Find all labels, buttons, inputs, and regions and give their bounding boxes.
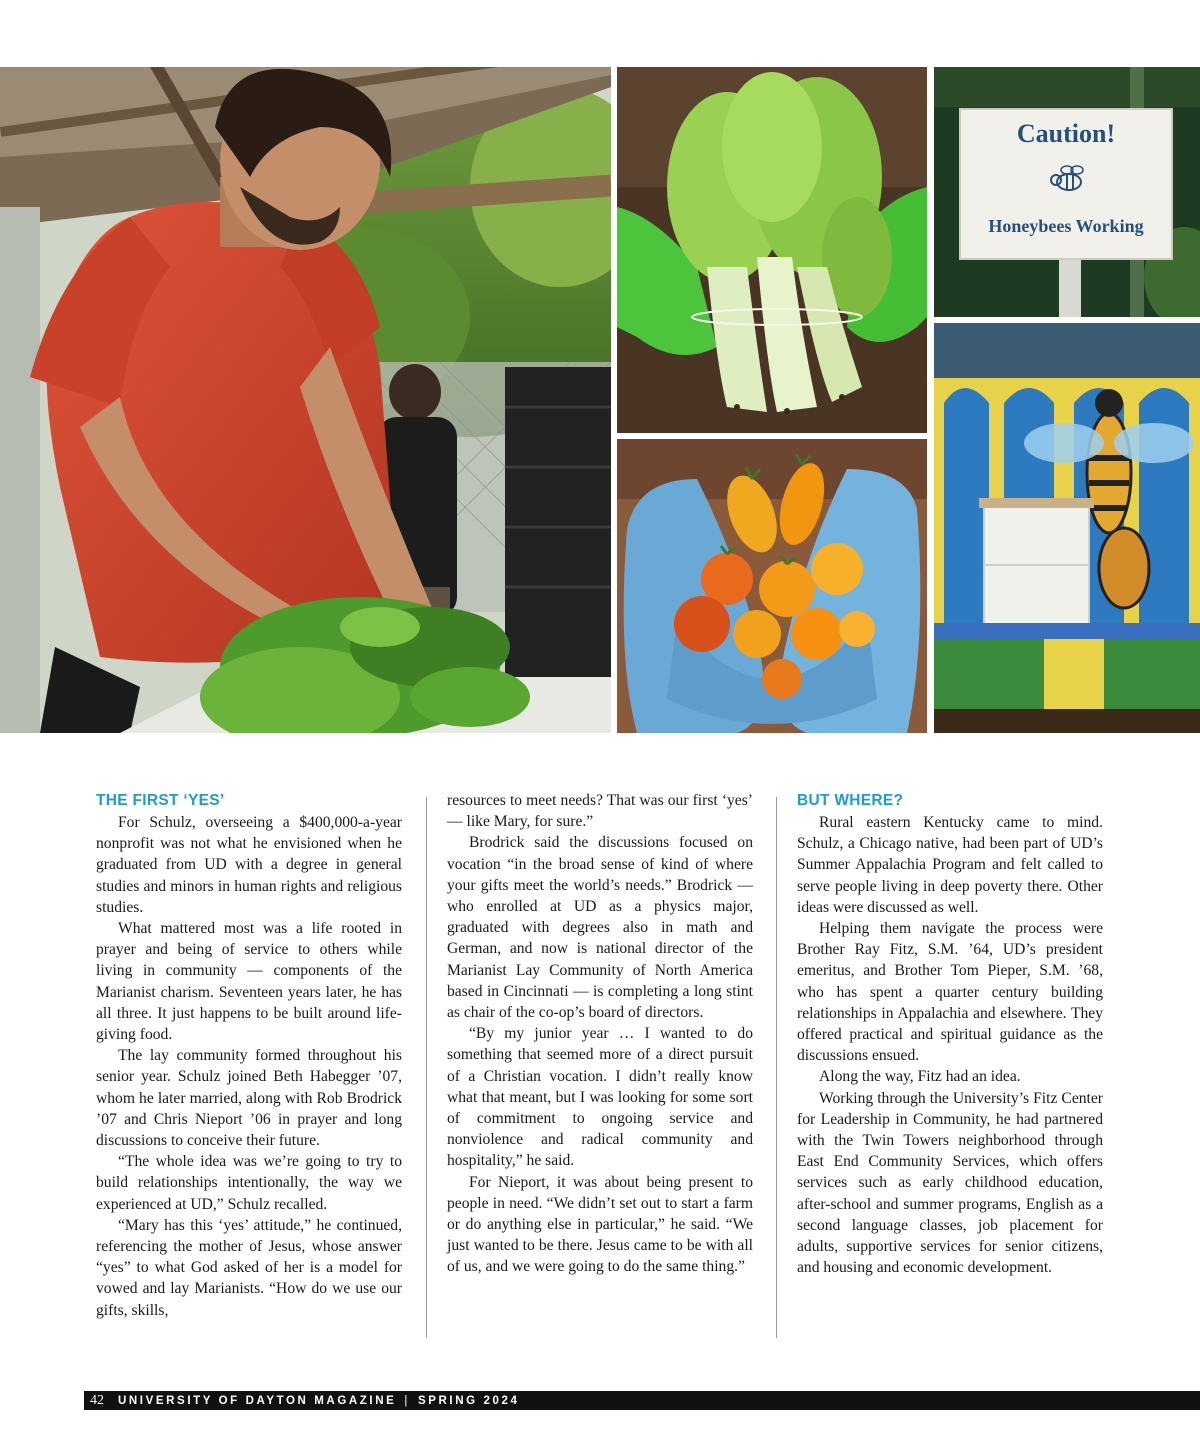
paragraph: For Schulz, overseeing a $400,000-a-year nonprofit was not what he envisioned when he graduated from UD with a degree in general studies and minors in human rights and religious studies. (96, 814, 402, 916)
paragraph: resources to meet needs? That was our first ‘yes’ — like Mary, for sure.” (447, 792, 753, 831)
paragraph: What mattered most was a life rooted in prayer and being of service to others while living in community — components of the Marianist charism. Seventeen years later, he has all three. It just happens to be built around life-giving food. (96, 920, 402, 1044)
paragraph: Along the way, Fitz had an idea. (819, 1068, 1021, 1086)
paragraph: Helping them navigate the process were Brother Ray Fitz, S.M. ’64, UD’s president emeritus, and Brother Tom Pieper, S.M. ’68, who has spent a quarter century building relationships in Appalachia and elsewhere. They offered practical and spiritual guidance as the discussions ensued. (797, 920, 1103, 1065)
column-divider (776, 797, 777, 1338)
sign-title: Caution! (1016, 119, 1116, 148)
bok-choy-photo-illustration (617, 67, 927, 433)
paragraph: “The whole idea was we’re going to try to build relationships intentionally, the way we experienced at UD,” Schulz recalled. (96, 1153, 402, 1213)
photo-cherry-tomatoes (617, 439, 927, 733)
farmer-photo-illustration (0, 67, 611, 733)
footer-separator: | (404, 1394, 410, 1407)
bee-icon (1047, 164, 1087, 194)
paragraph: Brodrick said the discussions focused on vocation “in the broad sense of kind of where your gifts meet the world’s needs.” Brodrick — who enrolled at UD as a physics major, graduated with degrees also in math and German, and now is national director of the Marianist Lay Community of North America based in Cincinnati — is completing a long stint as chair of the co-op’s board of directors. (447, 834, 753, 1022)
publication-name: UNIVERSITY OF DAYTON MAGAZINE (118, 1394, 397, 1407)
article-column-2 (447, 790, 753, 1278)
column-divider (426, 797, 427, 1338)
sign-subtitle: Honeybees Working (988, 216, 1144, 236)
tomatoes-photo-illustration (617, 439, 927, 733)
paragraph: The lay community formed throughout his senior year. Schulz joined Beth Habegger ’07, whom he later married, along with Rob Brodrick ’07 and Chris Nieport ’06 in prayer and long discussions to conceive their future. (96, 1047, 402, 1150)
article-column-3 (797, 790, 1103, 1278)
paragraph: “Mary has this ‘yes’ attitude,” he continued, referencing the mother of Jesus, whose answer “yes” to what God asked of her is a model for vowed and lay Marianists. “How do we use our gifts, skills, (96, 1216, 402, 1319)
photo-farmer-harvesting (0, 67, 611, 733)
photo-painted-beehive (934, 323, 1200, 733)
article-column-1 (96, 790, 402, 1321)
paragraph: For Nieport, it was about being present to people in need. “We didn’t set out to start a farm or do anything else in particular,” he said. “We just wanted to be there. Jesus came to be with all of us, and we were going to do the same thing.” (447, 1173, 753, 1276)
section-heading-but-where: BUT WHERE? (797, 792, 904, 809)
paragraph: Rural eastern Kentucky came to mind. Schulz, a Chicago native, had been part of UD’s Summer Appalachia Program and felt called to serve people living in deep poverty there. Other ideas were discussed as well. (797, 814, 1103, 916)
photo-caution-sign (934, 67, 1200, 317)
page-number: 42 (90, 1392, 104, 1408)
hive-photo-illustration (934, 323, 1200, 733)
photo-bok-choy (617, 67, 927, 433)
issue-date: SPRING 2024 (417, 1394, 520, 1407)
paragraph: “By my junior year … I wanted to do something that seemed more of a direct pursuit of a Christian vocation. I didn’t really know what that meant, but I was looking for some sort of commitment to ongoing service and nonviolence and radical community and hospitality,” he said. (447, 1025, 753, 1170)
section-heading-first-yes: THE FIRST ‘YES’ (96, 792, 225, 809)
paragraph: Working through the University’s Fitz Center for Leadership in Community, he had partnered with the Twin Towers neighborhood through East End Community Services, which offers services such as early childhood education, after-school and summer programs, English as a second language classes, job placement for adults, supportive services for senior citizens, and housing and economic development. (797, 1089, 1103, 1277)
page-footer (84, 1391, 1200, 1410)
